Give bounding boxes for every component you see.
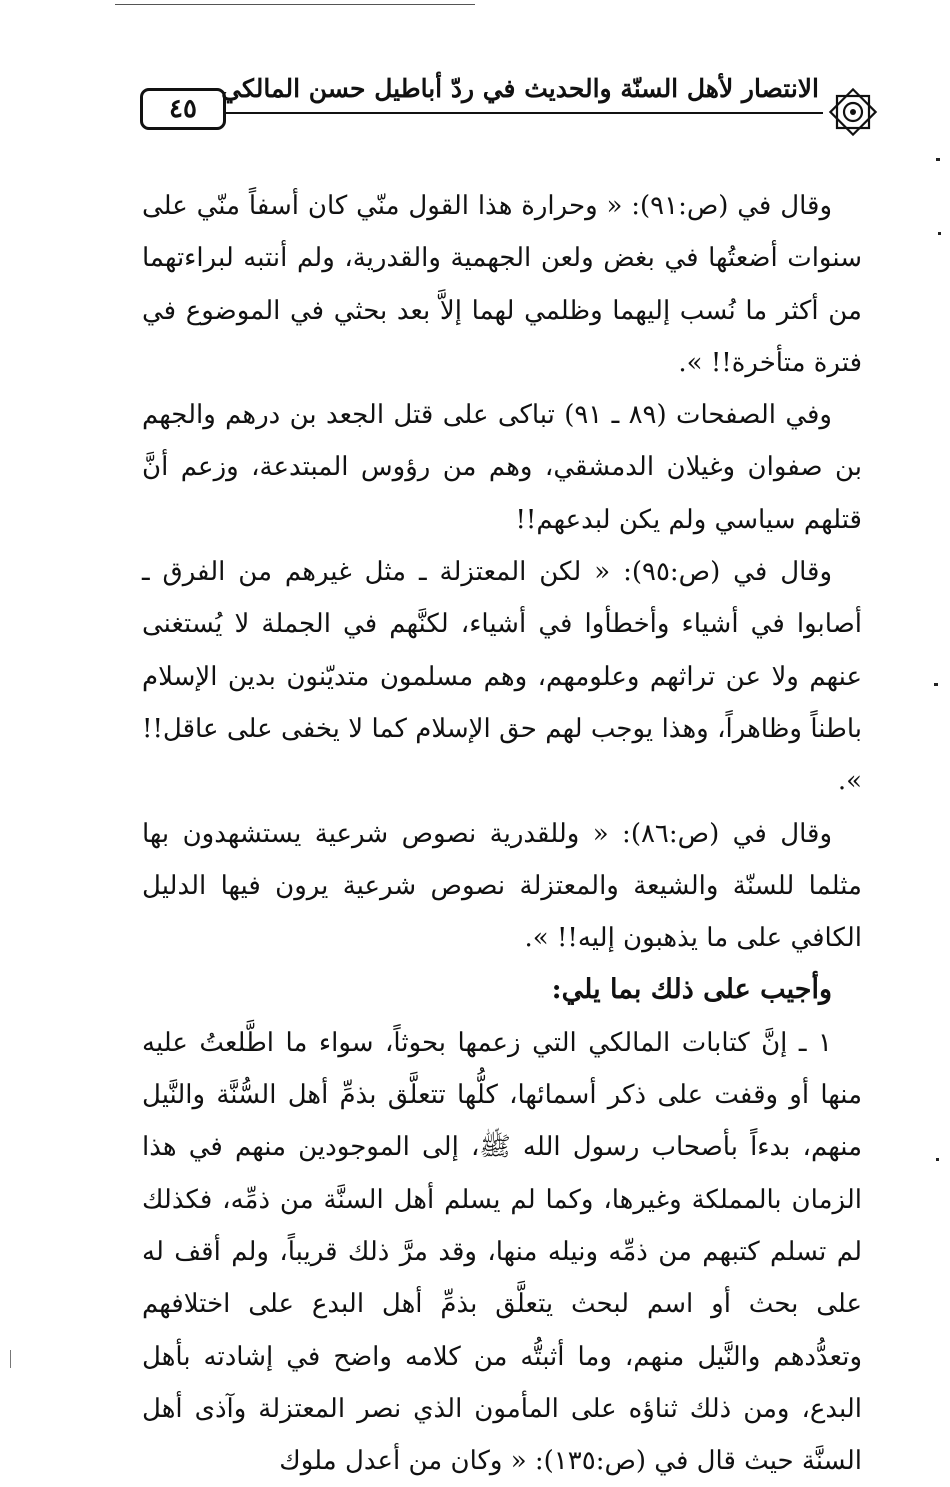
header-rule: [223, 112, 823, 114]
page-header: [125, 60, 885, 160]
paragraph-3: وقال في (ص:٩٥): « لكن المعتزلة ـ مثل غيرهم من الفرق ـ أصابوا في أشياء وأخطأوا في أشياء، لكنَّهم في الجملة لا يُستغنى عنهم ولا عن تراثهم وعلومهم، وهم مسلمون متديّنون بدين الإسلام باطناً وظاهراً، وهذا يوجب لهم حق الإسلام كما لا يخفى على عاقل!! ».: [142, 557, 862, 797]
paragraph-2: وفي الصفحات (٨٩ ـ ٩١) تباكى على قتل الجعد بن درهم والجهم بن صفوان وغيلان الدمشقي، وهم من رؤوس المبتدعة، وزعم أنَّ قتلهم سياسي ولم يكن لبدعهم!!: [142, 400, 862, 535]
paragraph-5: ١ ـ إنَّ كتابات المالكي التي زعمها بحوثاً، سواء ما اطَّلعتُ عليه منها أو وقفت على ذكر أسمائها، كلُّها تتعلَّق بذمِّ أهل السُّنَّة والنَّيل منهم، بدءاً بأصحاب رسول الله ﷺ، إلى الموجودين منهم في هذا الزمان بالمملكة وغيرها، وكما لم يسلم أهل السنَّة من ذمِّه، فكذلك لم تسلم كتبهم من ذمِّه ونيله منها، وقد مرَّ ذلك قريباً، ولم أقف له على بحث أو اسم لبحث يتعلَّق بذمِّ أهل البدع على اختلافهم وتعدُّدهم والنَّيل منهم، وما أثبتُّه من كلامه واضح في إشادته بأهل البدع، ومن ذلك ثناؤه على المأمون الذي نصر المعتزلة وآذى أهل السنَّة حيث قال في (ص:١٣٥): « وكان من أعدل ملوك: [142, 1027, 863, 1477]
section-heading: وأجيب على ذلك بما يلي:: [551, 974, 832, 1006]
scan-mark: [10, 1350, 11, 1368]
scan-mark: [934, 683, 938, 686]
top-rule: [115, 4, 475, 5]
star-ornament-icon: [823, 82, 883, 142]
scan-mark: [936, 1158, 939, 1161]
scan-mark: [936, 158, 940, 161]
scan-mark: [938, 232, 941, 235]
running-title: الانتصار لأهل السنّة والحديث في ردّ أباطيل حسن المالكي: [221, 74, 819, 103]
page-body: [142, 180, 862, 1487]
page-number: ٤٥: [140, 88, 226, 130]
paragraph-1: وقال في (ص:٩١): « وحرارة هذا القول منّي كان أسفاً منّي على سنوات أضعتُها في بغض ولعن الجهمية والقدرية، ولم أنتبه لبراءتهما من أكثر ما نُسب إليهما وظلمي لهما إلاَّ بعد بحثي في الموضوع في فترة متأخرة!! ».: [142, 191, 862, 378]
paragraph-4: وقال في (ص:٨٦): « وللقدرية نصوص شرعية يستشهدون بها مثلما للسنّة والشيعة والمعتزلة نصوص شرعية يرون فيها الدليل الكافي على ما يذهبون إليه!! ».: [142, 818, 862, 954]
